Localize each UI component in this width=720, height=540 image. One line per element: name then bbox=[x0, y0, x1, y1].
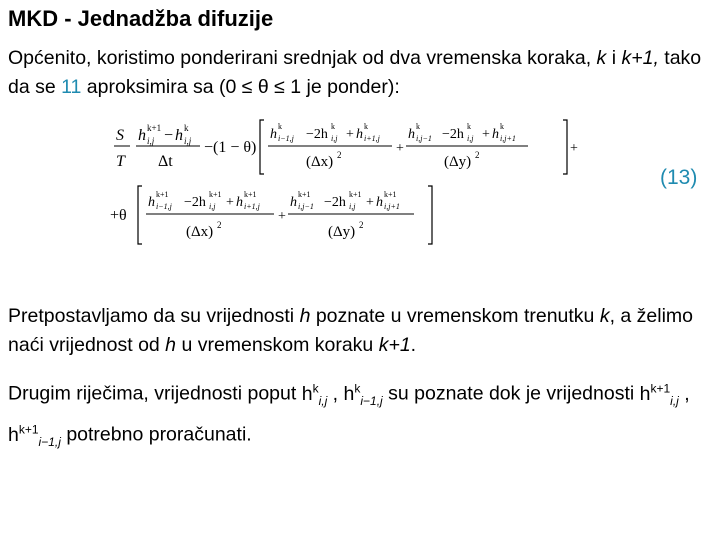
svg-text:h: h bbox=[236, 195, 243, 210]
svg-text:k: k bbox=[184, 123, 189, 133]
svg-text:+: + bbox=[278, 209, 286, 224]
svg-text:h: h bbox=[376, 195, 383, 210]
svg-text:k: k bbox=[500, 122, 504, 131]
svg-text:k+1: k+1 bbox=[209, 190, 222, 199]
svg-text:+: + bbox=[226, 195, 234, 210]
svg-text:i+1,j: i+1,j bbox=[364, 134, 380, 143]
svg-text:k: k bbox=[331, 122, 335, 131]
svg-text:h: h bbox=[148, 195, 155, 210]
svg-text:−(1 − θ): −(1 − θ) bbox=[204, 139, 257, 156]
svg-text:i,j−1: i,j−1 bbox=[416, 134, 432, 143]
svg-text:2: 2 bbox=[475, 150, 480, 160]
svg-text:−2h: −2h bbox=[324, 195, 346, 210]
svg-text:(Δy): (Δy) bbox=[444, 154, 472, 170]
unknown-values: $h^{k+1}_{i,j}$ , $h^{k+1}_{i-1,j}$ bbox=[8, 381, 690, 449]
svg-text:k+1: k+1 bbox=[298, 190, 311, 199]
svg-text:k: k bbox=[467, 122, 471, 131]
svg-text:(Δx): (Δx) bbox=[186, 224, 214, 240]
svg-text:i−1,j: i−1,j bbox=[278, 134, 294, 143]
svg-text:k+1: k+1 bbox=[349, 190, 362, 199]
conclusion-paragraph: Drugim riječima, vrijednosti poput $h^k_{i,j}$ , $h^k_{i-1,j}$ su poznate dok je vrijednosti $h^{k+1}_{i,j}$ , $h^{k+1}_{i-1,j}$ potrebno proračunati. bbox=[8, 381, 690, 449]
svg-text:(Δy): (Δy) bbox=[328, 224, 356, 240]
svg-text:i−1,j: i−1,j bbox=[156, 202, 172, 211]
svg-text:i,j: i,j bbox=[467, 134, 474, 143]
svg-text:(Δx): (Δx) bbox=[306, 154, 334, 170]
svg-text:T: T bbox=[116, 153, 125, 170]
assumption-paragraph: Pretpostavljamo da su vrijednosti h poznate u vremenskom trenutku k, a želimo naći vrijednost od h u vremenskom koraku k+1. bbox=[8, 305, 694, 356]
slide-title: MKD - Jednadžba difuzije bbox=[8, 6, 274, 31]
svg-text:2: 2 bbox=[359, 220, 364, 230]
svg-text:h: h bbox=[408, 127, 415, 142]
svg-text:h: h bbox=[270, 127, 277, 142]
svg-text:i,j: i,j bbox=[331, 134, 338, 143]
svg-text:h: h bbox=[138, 127, 146, 144]
svg-text:i,j: i,j bbox=[147, 136, 155, 146]
svg-text:i,j+1: i,j+1 bbox=[500, 134, 516, 143]
equation-reference: 11 bbox=[61, 76, 82, 98]
svg-text:i,j: i,j bbox=[349, 202, 356, 211]
svg-text:2: 2 bbox=[217, 220, 222, 230]
intro-paragraph: Općenito, koristimo ponderirani srednjak od dva vremenska koraka, k i k+1, tako da se 11 aproksimira sa (0 ≤ θ ≤ 1 je ponder): bbox=[8, 47, 702, 98]
svg-text:h: h bbox=[290, 195, 297, 210]
svg-text:2: 2 bbox=[337, 150, 342, 160]
diffusion-equation bbox=[110, 116, 590, 252]
svg-text:h: h bbox=[175, 127, 183, 144]
svg-text:+θ: +θ bbox=[110, 207, 127, 224]
svg-text:i,j−1: i,j−1 bbox=[298, 202, 314, 211]
svg-text:k+1: k+1 bbox=[244, 190, 257, 199]
svg-text:+: + bbox=[396, 141, 404, 156]
svg-text:k: k bbox=[278, 122, 282, 131]
svg-text:+: + bbox=[482, 127, 490, 142]
svg-text:k: k bbox=[364, 122, 368, 131]
svg-text:k+1: k+1 bbox=[384, 190, 397, 199]
svg-text:h: h bbox=[356, 127, 363, 142]
svg-text:−: − bbox=[164, 127, 174, 144]
svg-text:i+1,j: i+1,j bbox=[244, 202, 260, 211]
svg-text:+: + bbox=[346, 127, 354, 142]
svg-text:−2h: −2h bbox=[442, 127, 464, 142]
svg-text:h: h bbox=[492, 127, 499, 142]
known-values: $h^k_{i,j}$ , $h^k_{i-1,j}$ bbox=[301, 381, 383, 408]
svg-text:k+1: k+1 bbox=[156, 190, 169, 199]
svg-text:i,j+1: i,j+1 bbox=[384, 202, 400, 211]
svg-text:−2h: −2h bbox=[184, 195, 206, 210]
svg-text:S: S bbox=[116, 127, 124, 144]
svg-text:i,j: i,j bbox=[209, 202, 216, 211]
svg-text:k: k bbox=[416, 122, 420, 131]
svg-text:k+1: k+1 bbox=[147, 123, 162, 133]
svg-text:+: + bbox=[570, 141, 578, 156]
equation-number: (13) bbox=[660, 166, 698, 189]
svg-text:−2h: −2h bbox=[306, 127, 328, 142]
svg-text:+: + bbox=[366, 195, 374, 210]
svg-text:i,j: i,j bbox=[184, 136, 192, 146]
svg-text:Δt: Δt bbox=[158, 153, 173, 170]
